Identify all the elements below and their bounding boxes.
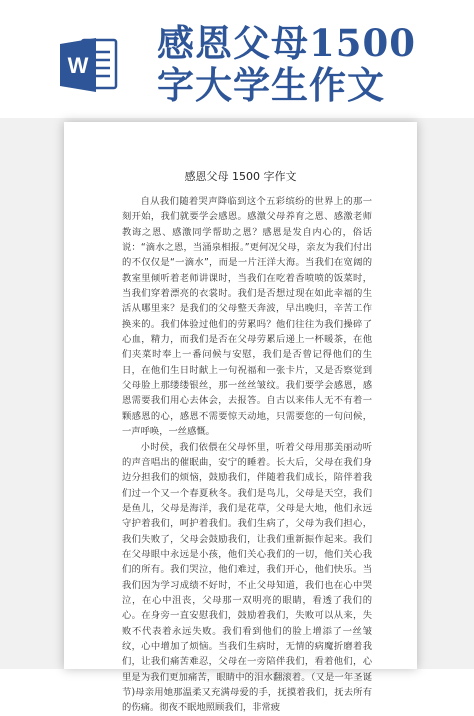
document-body [122, 194, 372, 716]
banner-title-line-2: 字大学生作文 [157, 63, 385, 107]
word-document-icon [58, 34, 120, 96]
banner-title-line-1: 感恩父母1500 [157, 21, 416, 65]
document-banner [0, 0, 474, 130]
document-page [64, 122, 417, 714]
banner-title [157, 22, 457, 106]
svg-text:W: W [67, 53, 89, 78]
paragraph-2: 小时侯，我们依偎在父母怀里，听着父母用那美丽动听的声音唱出的催眠曲，安宁的睡着。长大后，父母在我们身边分担我们的烦恼，鼓励我们，伴随着我们成长，陪伴着我们过一个又一个春夏秋冬。我们是鸟儿，父母是天空，我们是鱼儿，父母是海洋，我们是花草，父母是大地，他们永远守护着我们，呵护着我们。我们生病了，父母为我们担心，我们失败了，父母会鼓励我们，让我们重新振作起来。我们在父母眼中永远是小孩，他们关心我们的一切，他们关心我们的所有。我们哭泣，他们难过，我们开心，他们快乐。当我们因为学习成绩不好时，不止父母知道，我们也在心中哭泣，在心中沮丧，父母那一双明亮的眼睛，看透了我们的心。在身旁一直安慰我们，鼓励着我们，失败可以从来，失败不代表着永远失败。我们看到他们的脸上增添了一丝皱纹，心中增加了烦恼。当我们生病时，无情的病魔折磨着我们，让我们痛苦难忍，父母在一旁陪伴我们，看着他们，心里是为我们更加痛苦，眼睛中的泪水翻滚着。（又是一年圣诞节)母亲用她那温柔又充满母爱的手，抚摸着我们，抚去所有的伤痛。彻夜不眠地照顾我们，非常疲 [122, 441, 372, 714]
paragraph-1: 自从我们随着哭声降临到这个五彩缤纷的世界上的那一刻开始，我们就要学会感恩。感激父母养育之恩、感激老师教诲之恩、感激同学帮助之恩？感恩是发自内心的，俗话说：“滴水之恩，当涌泉相报。”更何况父母，亲友为我们付出的不仅仅是“一滴水”，而是一片汪洋大海。当我们在宽阔的教室里倾听着老师讲课时，当我们在吃着香喷喷的饭菜时，当我们穿着漂亮的衣裳时。我们是否想过现在如此幸福的生活从哪里来？是我们的父母整天奔波，早出晚归，辛苦工作换来的。我们体验过他们的劳累吗？他们往往为我们操碎了心血，精力，而我们是否在父母劳累后递上一杯暖茶，在他们夹菜时奉上一番问候与安慰，我们是否曾记得他们的生日，在他们生日时献上一句祝福和一张卡片，又是否察觉到父母脸上那缕缕银丝，那一丝丝皱纹。我们要学会感恩，感恩需要我们用心去体会，去报答。自古以来伟人无不有着一颗感恩的心，感恩不需要惊天动地，只需要您的一句问候，一声呼唤，一丝感慨。 [122, 196, 372, 438]
document-title: 感恩父母 1500 字作文 [184, 170, 297, 183]
